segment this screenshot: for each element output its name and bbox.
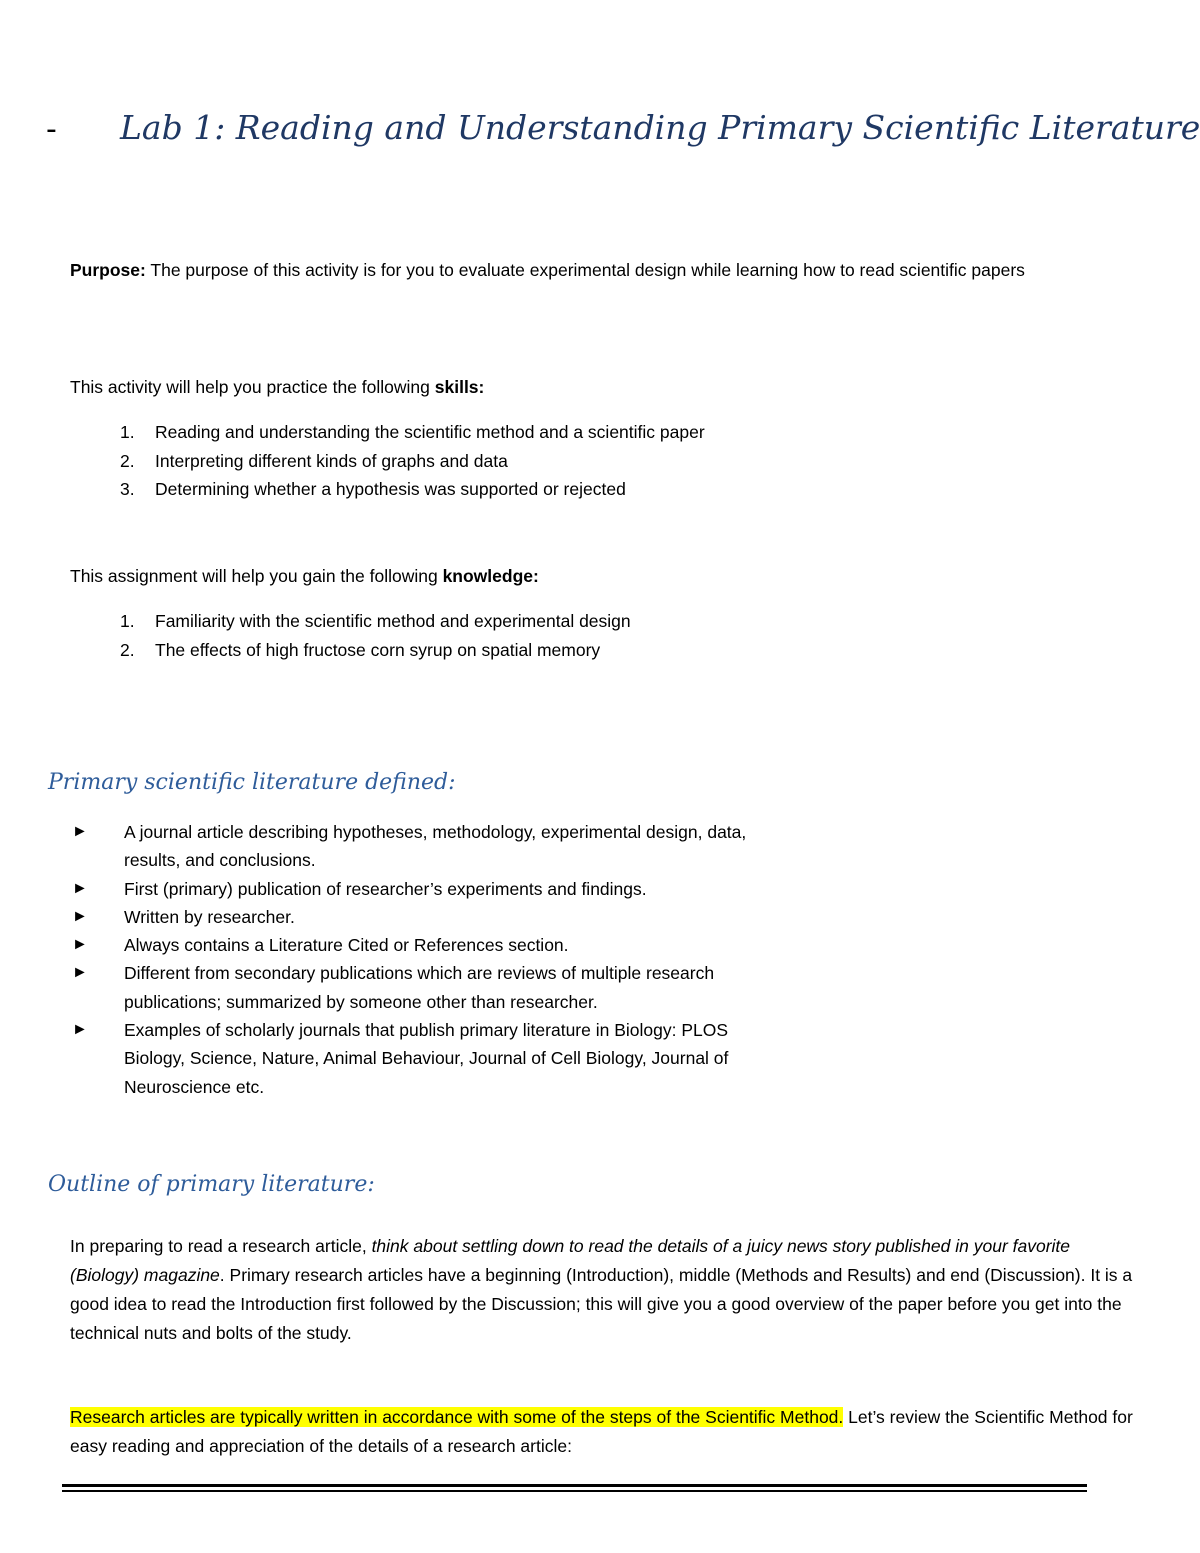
knowledge-intro: [70, 562, 1140, 591]
skills-list: [70, 418, 970, 504]
list-item: 1. Familiarity with the scientific method and experimental design: [120, 611, 631, 631]
bullet-text: Written by researcher.: [124, 906, 295, 927]
section-heading-outline: Outline of primary literature:: [48, 1172, 375, 1197]
arrow-bullet-icon: ►: [72, 823, 88, 840]
skills-intro: [70, 373, 1140, 402]
page-title: Lab 1: Reading and Understanding Primary Scientific Literature: [120, 108, 1200, 147]
list-item: 1. Reading and understanding the scientific method and a scientific paper: [120, 422, 705, 442]
knowledge-intro-text: This assignment will help you gain the following: [70, 566, 443, 586]
skills-intro-text: This activity will help you practice the following: [70, 377, 435, 397]
list-item: 3. Determining whether a hypothesis was supported or rejected: [120, 479, 626, 499]
list-item: [72, 931, 752, 959]
skill-item-text: Determining whether a hypothesis was supported or rejected: [155, 479, 626, 499]
purpose-text: The purpose of this activity is for you to evaluate experimental design while learning how to read scientific papers: [145, 260, 1025, 280]
bullet-text: First (primary) publication of researcher’s experiments and findings.: [124, 878, 647, 899]
section-heading-defined: Primary scientific literature defined:: [48, 770, 456, 795]
footer-rule-top: [62, 1484, 1087, 1487]
highlighted-text: Research articles are typically written in accordance with some of the steps of the Scientific Method.: [70, 1407, 844, 1427]
list-item: [72, 959, 752, 1016]
arrow-bullet-icon: ►: [72, 907, 88, 925]
list-item: [72, 1016, 752, 1101]
knowledge-keyword: knowledge:: [442, 566, 539, 586]
knowledge-item-text: The effects of high fructose corn syrup on spatial memory: [155, 639, 601, 660]
list-item: [72, 875, 752, 903]
bullet-text: Different from secondary publications which are reviews of multiple research publications; summarized by someone other than researcher.: [124, 963, 715, 1012]
arrow-bullet-icon: ►: [72, 1021, 88, 1039]
skills-keyword: skills:: [434, 377, 485, 397]
bullet-text: A journal article describing hypotheses, methodology, experimental design, data, results, and conclusions.: [124, 822, 747, 871]
arrow-bullet-icon: ►: [72, 936, 88, 954]
list-item: [72, 818, 752, 875]
footer-rule-bottom: [62, 1490, 1087, 1492]
scientific-method-text: Let’s review the Scientific Method for easy reading and appreciation of the details of a research article:: [70, 1407, 1133, 1456]
bullet-text: Always contains a Literature Cited or References section.: [124, 935, 569, 956]
scientific-method-paragraph: [70, 1403, 1140, 1461]
outline-text-continued: . Primary research articles have a beginning (Introduction), middle (Methods and Results) and end (Discussion). It is a good idea to read the Introduction first followed by the Discussion; this will give you a good overview of the paper before you get into the technical nuts and bolts of the study.: [70, 1265, 1133, 1343]
outline-paragraph: [70, 1232, 1140, 1348]
arrow-bullet-icon: ►: [72, 964, 88, 982]
arrow-bullet-icon: ►: [72, 879, 88, 897]
knowledge-list: [70, 607, 970, 664]
list-item: 2. The effects of high fructose corn syrup on spatial memory: [120, 639, 601, 660]
outline-italic-text: think about settling down to read the details of a juicy news story published in your favorite (Biology) magazine: [70, 1236, 1071, 1285]
skill-item-text: Reading and understanding the scientific method and a scientific paper: [155, 422, 705, 442]
list-item: 2. Interpreting different kinds of graphs and data: [120, 450, 508, 471]
purpose-label: Purpose:: [70, 260, 146, 280]
bullet-text: Examples of scholarly journals that publish primary literature in Biology: PLOS Biology, Science, Nature, Animal Behaviour, Journal of Cell Biology, Journal of Neuroscience etc.: [124, 1020, 729, 1097]
skill-item-text: Interpreting different kinds of graphs and data: [155, 450, 508, 471]
title-dash: -: [46, 112, 57, 147]
defined-bullet-list: [72, 818, 752, 1101]
list-item: [72, 903, 752, 931]
knowledge-item-text: Familiarity with the scientific method and experimental design: [155, 611, 631, 631]
purpose-paragraph: [70, 256, 1140, 285]
outline-text: In preparing to read a research article,: [70, 1236, 372, 1256]
